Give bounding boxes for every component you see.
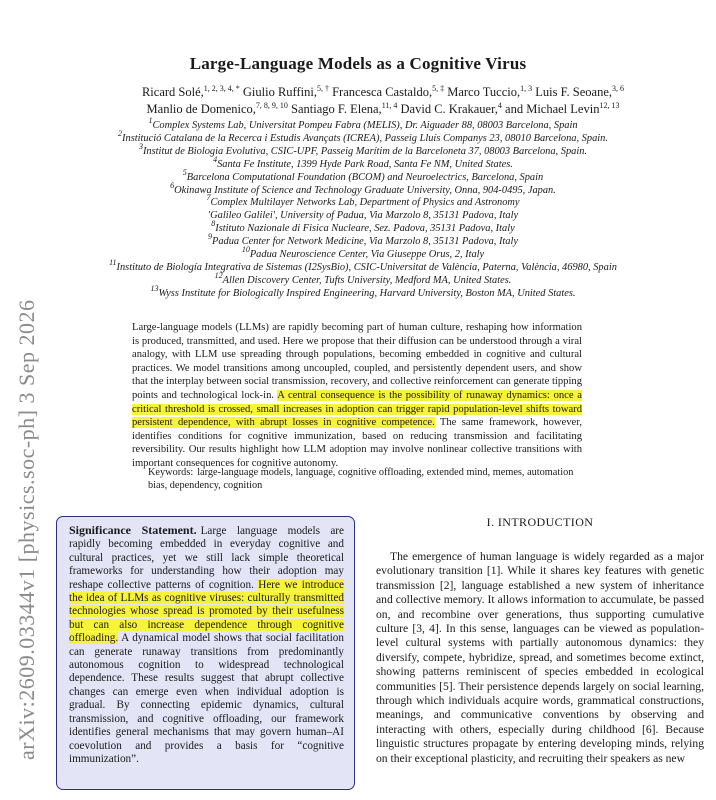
author-name: Santiago F. Elena,: [291, 102, 382, 116]
significance-title: Significance Statement.: [69, 523, 197, 537]
abstract-text: Large-language models (LLMs) are rapidly becoming part of human culture, reshaping how information is produced, transmitted, and used. Here we propose that their diffusion can be understood through a viral analogy, with LLM use spreading through populations, becoming embedded in cognitive and cultural practices. We model transitions among uncoupled, coupled, and persistently dependent users, and show that the interplay between social transmission, recovery, and collective reinforcement can generate tipping points and technological lock-in.: [132, 322, 582, 401]
abstract-highlighted-text: A central consequence is the possibility of runaway dynamics: once a critical threshold is crossed, small increases in adoption can trigger rapid population-level shifts toward persistent dependence, with abrupt losses in cognitive competence.: [132, 389, 582, 429]
affiliation-line: $^{11}$Instituto de Biología Integrativa de Sistemas (I2SysBio), CSIC-Universitat de València, Paterna, València, 46980, Spain: [109, 257, 617, 273]
significance-statement-box: [56, 516, 355, 790]
introduction-paragraph: The emergence of human language is widely regarded as a major evolutionary transition [1]. While it shares key features with genetic transmission [2], language established a new system of inheritance and collective memory. It allows information to accumulate, be passed on, and recombine over generations, thus supporting cumulative culture [3, 4]. In this sense, languages can be viewed as population-level cultural systems with partially autonomous dynamics: they diversify, compete, hybridize, spread, and sometimes become extinct, showing patterns reminiscent of species embedded in ecological communities [5]. Their persistence depends largely on social learning, through which individuals acquire words, grammatical constructions, meanings, and communicative conventions by observing and interacting with others, especially during childhood [6]. Because linguistic structures propagate by entering developing minds, relying on their exceptional plasticity, and recruiting their speakers as new: [376, 550, 704, 765]
author-list: [60, 84, 706, 118]
author-affiliation-marks: 4: [497, 101, 502, 110]
affiliation-line: $^1$Complex Systems Lab, Universitat Pompeu Fabra (MELIS), Dr. Aiguader 88, 08003 Barcelona, Spain: [148, 116, 578, 131]
section-heading: I. INTRODUCTION: [486, 515, 594, 529]
author-name: Francesca Castaldo,: [332, 85, 433, 99]
affiliation-line: $^7$Complex Multilayer Networks Lab, Department of Physics and Astronomy: [206, 193, 520, 209]
paper-title: Large-Language Models as a Cognitive Virus: [189, 54, 527, 73]
keywords: [148, 466, 582, 493]
author-affiliation-marks: 11, 4: [381, 101, 398, 110]
author-name: David C. Krakauer,: [400, 102, 498, 116]
author-name: and Michael Levin: [505, 102, 600, 116]
author-name: Marco Tuccio,: [447, 85, 521, 99]
affiliation-list: [20, 116, 706, 301]
author-affiliation-marks: 7, 8, 9, 10: [255, 101, 288, 110]
significance-text: A dynamical model shows that social facilitation can generate runaway transitions from predominantly autonomous cognition to widespread technological dependence. These results suggest that abrupt collective changes can emerge even when individual adoption is gradual. By connecting epidemic dynamics, cultural transmission, and cognitive offloading, our framework identifies general mechanisms that may govern human–AI coevolution and provides a basis for “cognitive immunization”.: [69, 632, 344, 765]
author-affiliation-marks: 12, 13: [599, 101, 620, 110]
significance-text: Large language models are rapidly becoming embedded in everyday cognitive and cultural practices, yet we still lack simple theoretical frameworks for understanding how their adoption may reshape collective patterns of cognition.: [69, 525, 344, 591]
author-name: Giulio Ruffini,: [242, 85, 317, 99]
arxiv-identifier-stamp: arXiv:2609.03344v1 [physics.soc-ph] 3 Sep 2026: [14, 299, 39, 760]
author-line-1: [60, 84, 706, 101]
affiliation-line: $^{10}$Padua Neuroscience Center, Via Giuseppe Orus, 2, Italy: [241, 245, 485, 261]
author-affiliation-marks: 1, 2, 3, 4, *: [203, 84, 240, 93]
affiliation-line: $^{12}$Allen Discovery Center, Tufts University, Medford MA, United States.: [214, 270, 512, 286]
author-name: Ricard Solé,: [141, 85, 204, 99]
author-affiliation-marks: 5, †: [316, 84, 329, 93]
keywords-label: Keywords:: [148, 467, 194, 478]
affiliation-line: $^8$Istituto Nazionale di Fisica Nucleare, Sez. Padova, 35131 Padova, Italy: [211, 219, 515, 235]
author-name: Luis F. Seoane,: [535, 85, 613, 99]
affiliation-line: $^4$Santa Fe Institute, 1399 Hyde Park Road, Santa Fe NM, United States.: [213, 154, 513, 170]
author-affiliation-marks: 1, 3: [520, 84, 533, 93]
affiliation-line: $^9$Padua Center for Network Medicine, Via Marzolo 8, 35131 Padova, Italy: [208, 232, 518, 248]
abstract: [132, 321, 582, 471]
affiliation-line: $^5$Barcelona Computational Foundation (BCOM) and Neuroelectrics, Barcelona, Spain: [182, 167, 544, 183]
affiliation-line: $^2$Institució Catalana de la Recerca i Estudis Avançats (ICREA), Passeig Lluís Companys 23, 08010 Barcelona, Spain.: [118, 128, 608, 144]
affiliation-line: $^{13}$Wyss Institute for Biologically Inspired Engineering, Harvard University, Boston MA, United States.: [150, 283, 576, 299]
author-line-2: [60, 101, 706, 118]
significance-highlighted-text: Here we introduce the idea of LLMs as cognitive viruses: culturally transmitted technologies whose spread is promoted by their usefulness but can also increase dependence through cognitive offloading.: [69, 578, 345, 645]
affiliation-line: $^6$Okinawa Institute of Science and Technology Graduate University, Onna, 904-0495, Japan.: [170, 180, 556, 196]
author-name: Manlio de Domenico,: [146, 102, 256, 116]
abstract-text: The same framework, however, identifies conditions for cognitive immunization, based on reducing transmission and facilitating reversibility. Our results highlight how LLM adoption may involve nonlinear collective transitions with important consequences for cognitive autonomy.: [132, 417, 582, 469]
affiliation-line: 'Galileo Galilei', University of Padua, Via Marzolo 8, 35131 Padova, Italy: [207, 210, 519, 222]
author-affiliation-marks: 5, ‡: [432, 84, 445, 93]
keywords-text: large-language models, language, cognitive offloading, extended mind, memes, automation bias, dependency, cognition: [148, 467, 574, 492]
affiliation-line: $^3$Institut de Biologia Evolutiva, CSIC-UPF, Passeig Marítim de la Barceloneta 37, 08003 Barcelona, Spain.: [138, 141, 588, 157]
author-affiliation-marks: 3, 6: [612, 84, 625, 93]
